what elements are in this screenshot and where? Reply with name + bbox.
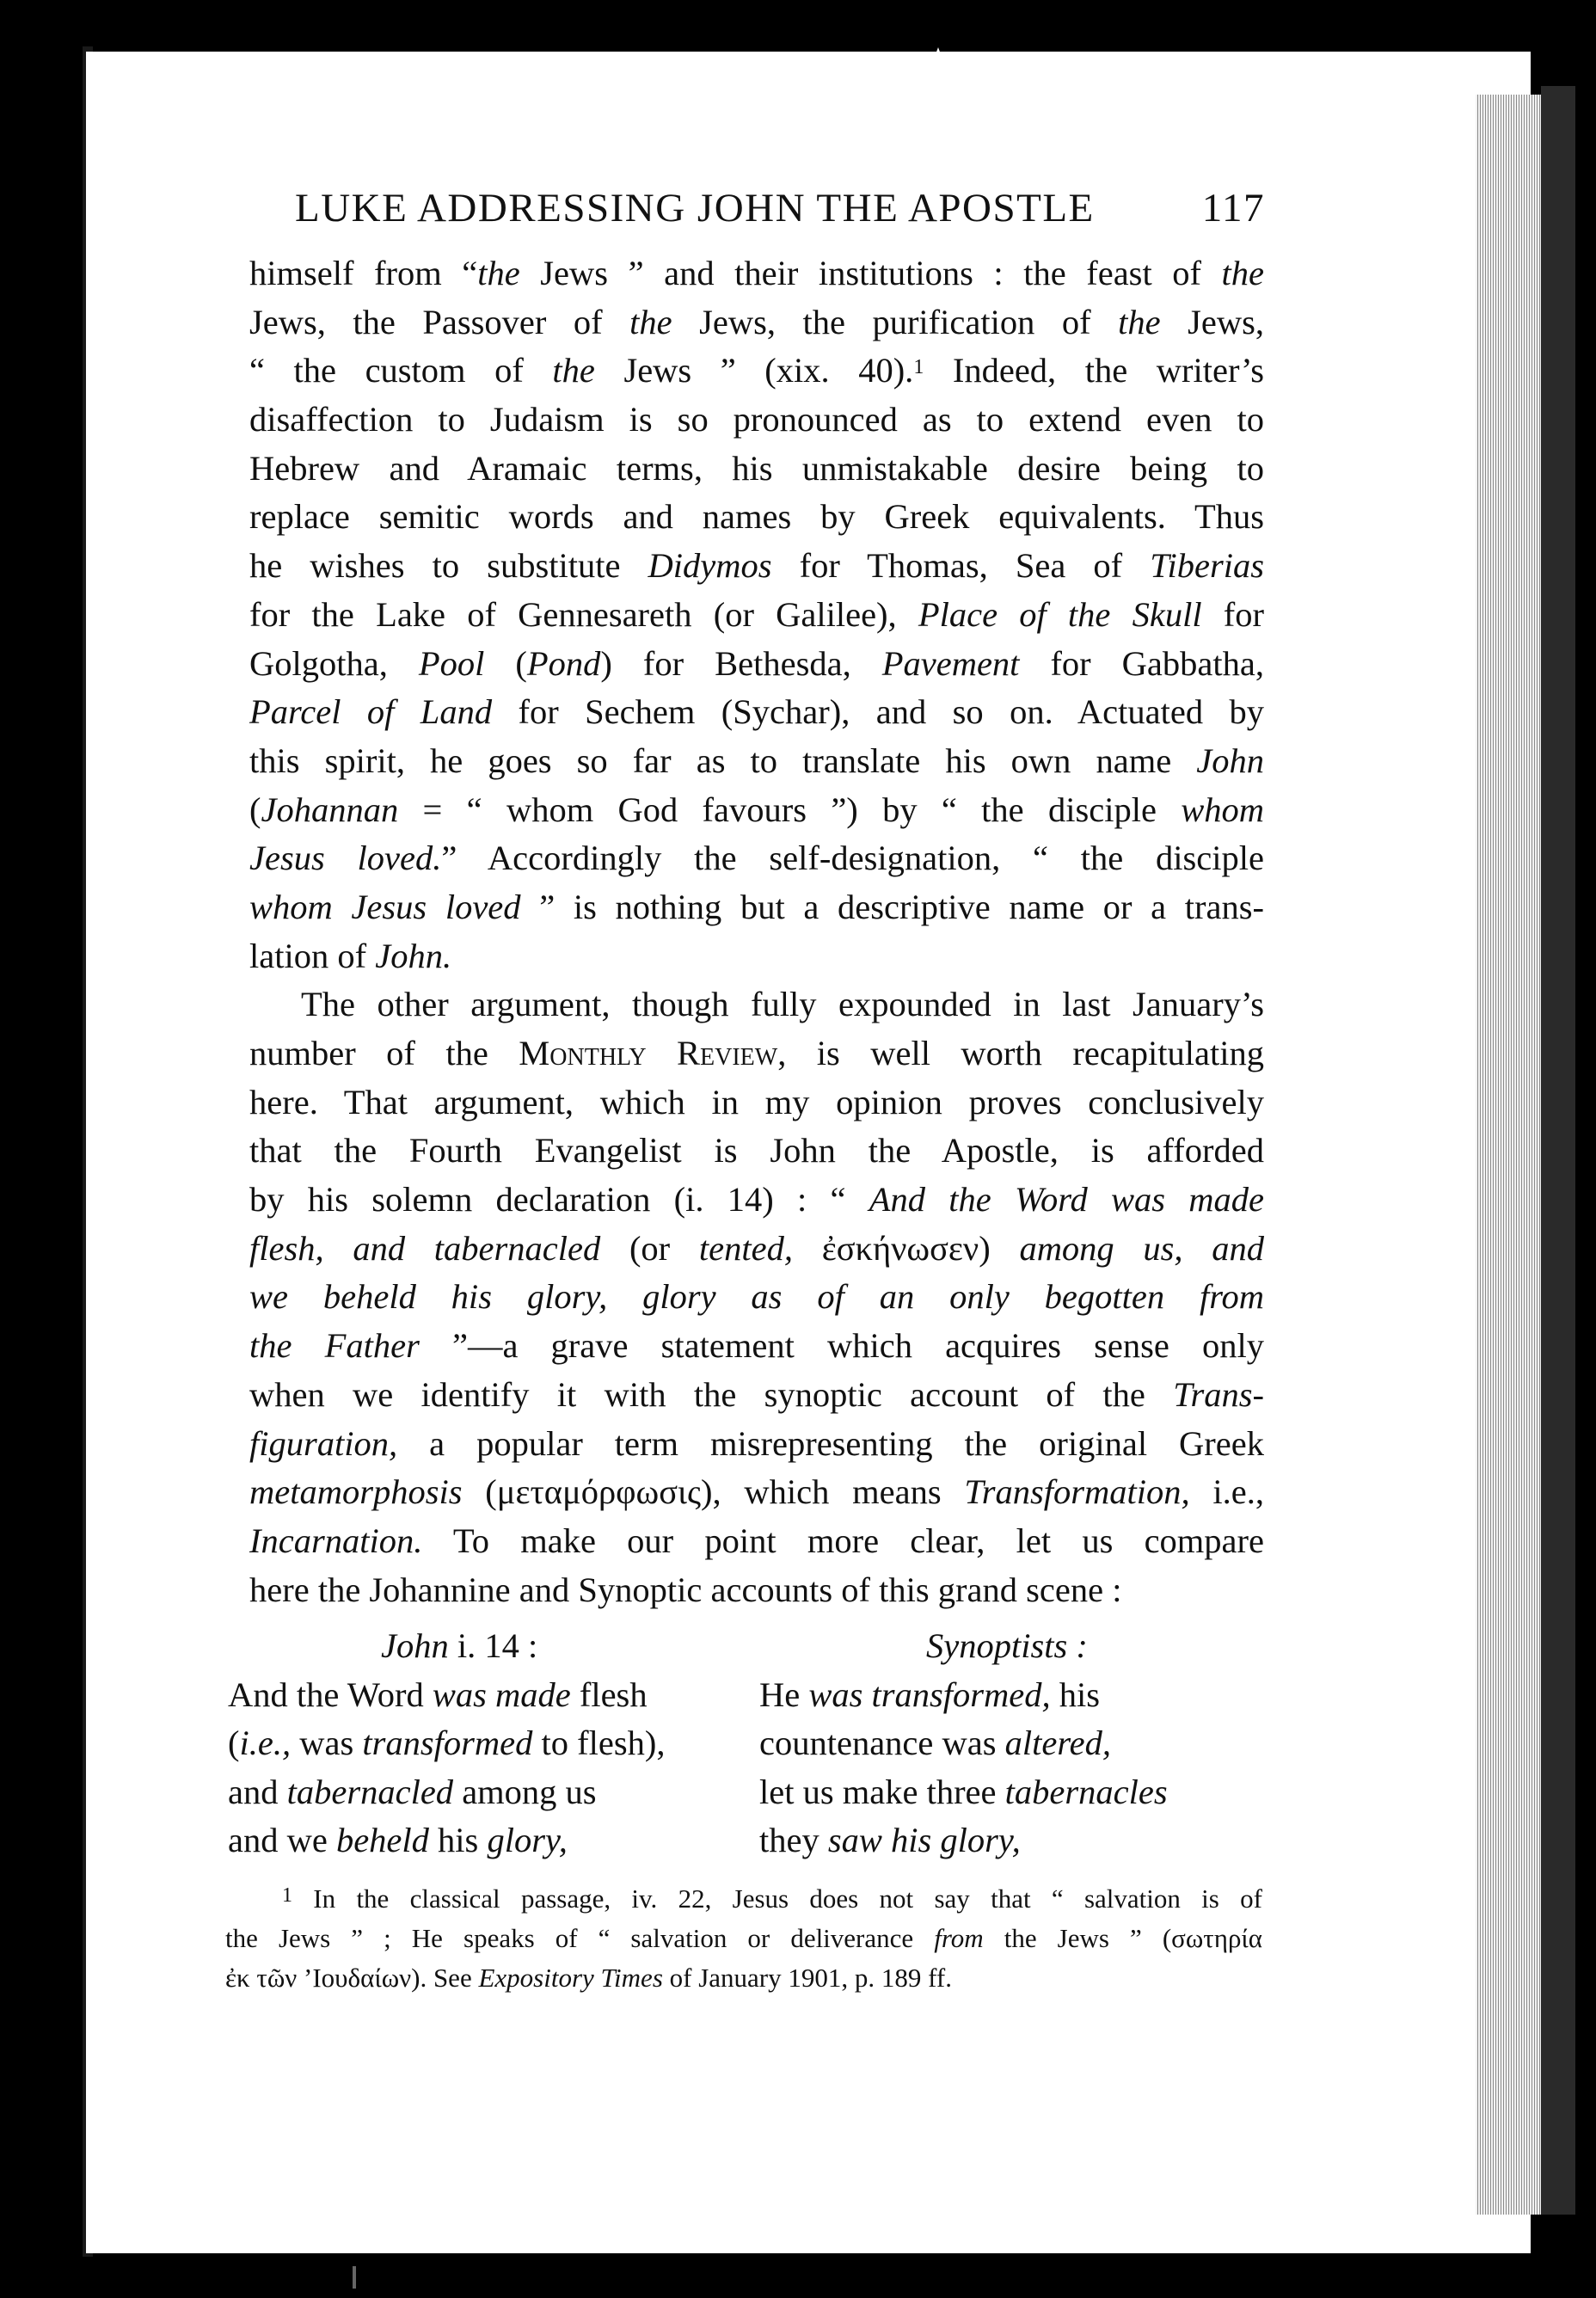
- header-title: LUKE ADDRESSING JOHN THE APOSTLE: [295, 186, 1095, 230]
- john-column: [228, 1622, 665, 1865]
- column-line: And the Word was made flesh: [228, 1674, 648, 1714]
- text-line: himself from “the Jews ” and their institutions : the feast of the: [249, 254, 1264, 292]
- text-line: here the Johannine and Synoptic accounts of this grand scene :: [249, 1570, 1122, 1609]
- text-line: whom Jesus loved ” is nothing but a descriptive name or a trans-: [249, 887, 1264, 926]
- italic-text: the Father: [249, 1326, 420, 1366]
- page-stack-edges: [1476, 95, 1541, 2215]
- bookmark-notch: [933, 47, 943, 61]
- text-line: when we identify it with the synoptic account of the Trans-: [249, 1374, 1264, 1414]
- column-line: let us make three tabernacles: [759, 1772, 1168, 1811]
- text-line: here. That argument, which in my opinion proves conclusively: [249, 1082, 1264, 1121]
- text-line: Golgotha, Pool (Pond) for Bethesda, Pavement for Gabbatha,: [249, 643, 1264, 683]
- italic-text: Tiberias: [1150, 546, 1265, 586]
- italic-text: flesh, and tabernacled: [249, 1228, 601, 1268]
- italic-text: figuration,: [249, 1423, 398, 1463]
- italic-text: i.e.,: [239, 1724, 292, 1762]
- italic-text: John.: [375, 936, 452, 975]
- text-line: by his solemn declaration (i. 14) : “ And the Word was made: [249, 1180, 1264, 1220]
- italic-text: beheld: [335, 1821, 429, 1859]
- text-line: lation of John.: [249, 936, 452, 975]
- text-line: Parcel of Land for Sechem (Sychar), and so on. Actuated by: [249, 692, 1264, 732]
- paragraph-2: [249, 980, 1264, 1614]
- italic-text: Parcel of Land: [249, 692, 493, 732]
- page-number: 117: [1201, 186, 1265, 230]
- italic-text: tented,: [698, 1228, 793, 1268]
- italic-text: Pavement: [881, 643, 1020, 683]
- italic-text: Expository Times: [478, 1963, 663, 1993]
- small-caps-text: Monthly Review: [519, 1034, 778, 1072]
- column-line: and we beheld his glory,: [228, 1821, 568, 1859]
- footnote-line: the Jews ” ; He speaks of “ salvation or deliverance from the Jews ” (σωτηρία: [225, 1923, 1262, 1953]
- text-line: the Father ”—a grave statement which acquires sense only: [249, 1326, 1264, 1366]
- italic-text: saw his glory,: [827, 1821, 1021, 1859]
- synoptists-column-heading: [759, 1622, 1168, 1671]
- text-line: number of the Monthly Review, is well worth recapitulating: [249, 1034, 1264, 1072]
- italic-text: tabernacled: [286, 1772, 454, 1811]
- italic-text: Didymos: [648, 546, 772, 586]
- text-line: metamorphosis (μεταμόρφωσις), which means Transformation, i.e.,: [249, 1472, 1264, 1512]
- italic-text: from: [934, 1923, 984, 1953]
- italic-text: Johannan: [261, 790, 399, 829]
- italic-text: And the Word was made: [869, 1180, 1264, 1220]
- italic-text: was made: [432, 1674, 571, 1714]
- italic-text: Place of the Skull: [918, 594, 1202, 634]
- italic-text: altered,: [1004, 1724, 1111, 1762]
- column-line: and tabernacled among us: [228, 1772, 597, 1811]
- text-line: he wishes to substitute Didymos for Thomas, Sea of Tiberias: [249, 546, 1265, 586]
- italic-text: Trans-: [1173, 1374, 1264, 1414]
- column-line: countenance was altered,: [759, 1724, 1111, 1762]
- synoptists-column: [759, 1622, 1168, 1865]
- italic-text: the: [552, 351, 595, 390]
- italic-text: John: [1196, 740, 1264, 780]
- italic-text: the: [629, 302, 672, 341]
- column-line: they saw his glory,: [759, 1821, 1021, 1859]
- footnote-marker: 1: [282, 1884, 292, 1907]
- italic-text: Pond: [526, 643, 601, 683]
- italic-text: Transformation,: [964, 1472, 1190, 1512]
- italic-text: whom: [1181, 790, 1264, 829]
- italic-text: whom Jesus loved: [249, 887, 521, 926]
- italic-text: the: [477, 254, 520, 292]
- italic-text: we beheld his glory, glory as of an only begotten from: [249, 1277, 1264, 1317]
- scan-mark: [353, 2266, 356, 2289]
- italic-text: metamorphosis: [249, 1472, 463, 1512]
- italic-text: glory,: [487, 1821, 568, 1859]
- text-line: disaffection to Judaism is so pronounced as to extend even to: [249, 400, 1264, 439]
- italic-text: Incarnation.: [249, 1521, 423, 1560]
- text-line: [249, 1273, 1264, 1322]
- italic-text: among us, and: [1019, 1228, 1264, 1268]
- text-line: replace semitic words and names by Greek equivalents. Thus: [249, 497, 1264, 537]
- text-line: figuration, a popular term misrepresenting the original Greek: [249, 1423, 1264, 1463]
- john-column-heading: John i. 14 :: [381, 1626, 538, 1665]
- italic-text: Jesus loved.: [249, 839, 442, 878]
- column-line: (i.e., was transformed to flesh),: [228, 1724, 666, 1762]
- italic-text: John: [381, 1626, 449, 1665]
- italic-text: the: [1118, 302, 1161, 341]
- column-line: He was transformed, his: [759, 1674, 1101, 1714]
- text-line: this spirit, he goes so far as to translate his own name John: [249, 740, 1264, 780]
- body-text: [249, 249, 1264, 1614]
- text-line: “ the custom of the Jews ” (xix. 40).$^1$ Indeed, the writer’s: [249, 351, 1264, 390]
- italic-text: tabernacles: [1004, 1772, 1168, 1811]
- italic-text: transformed: [362, 1724, 533, 1762]
- synoptists-column-lines: [759, 1671, 1168, 1865]
- john-column-lines: [228, 1671, 665, 1865]
- footnote: [225, 1879, 1262, 1998]
- text-line: (Johannan = “ whom God favours ”) by “ the disciple whom: [249, 790, 1264, 829]
- text-line: that the Fourth Evangelist is John the Apostle, is afforded: [249, 1131, 1264, 1171]
- footnote-marker: 1: [913, 356, 924, 379]
- italic-text: was transformed,: [808, 1674, 1051, 1714]
- footnote-line: $^1$ In the classical passage, iv. 22, Jesus does not say that “ salvation is of: [282, 1883, 1262, 1914]
- text-line: Hebrew and Aramaic terms, his unmistakable desire being to: [249, 448, 1264, 488]
- text-line: The other argument, though fully expounded in last January’s: [301, 985, 1264, 1024]
- text-line: flesh, and tabernacled (or tented, ἐσκήνωσεν) among us, and: [249, 1228, 1264, 1268]
- text-line: Jesus loved.” Accordingly the self-designation, “ the disciple: [249, 839, 1265, 878]
- italic-text: the: [1221, 254, 1264, 292]
- book-cover-edge: [1541, 86, 1575, 2215]
- text-line: Incarnation. To make our point more clear, let us compare: [249, 1521, 1264, 1560]
- footnote-line: ἐκ τῶν ’Ιουδαίων). See Expository Times of January 1901, p. 189 ff.: [225, 1963, 952, 1993]
- text-line: for the Lake of Gennesareth (or Galilee), Place of the Skull for: [249, 594, 1264, 634]
- text-line: Jews, the Passover of the Jews, the purification of the Jews,: [249, 302, 1264, 341]
- italic-text: Synoptists :: [926, 1626, 1088, 1665]
- running-header: [295, 185, 1265, 231]
- italic-text: Pool: [418, 643, 485, 683]
- paragraph-1: [249, 249, 1264, 980]
